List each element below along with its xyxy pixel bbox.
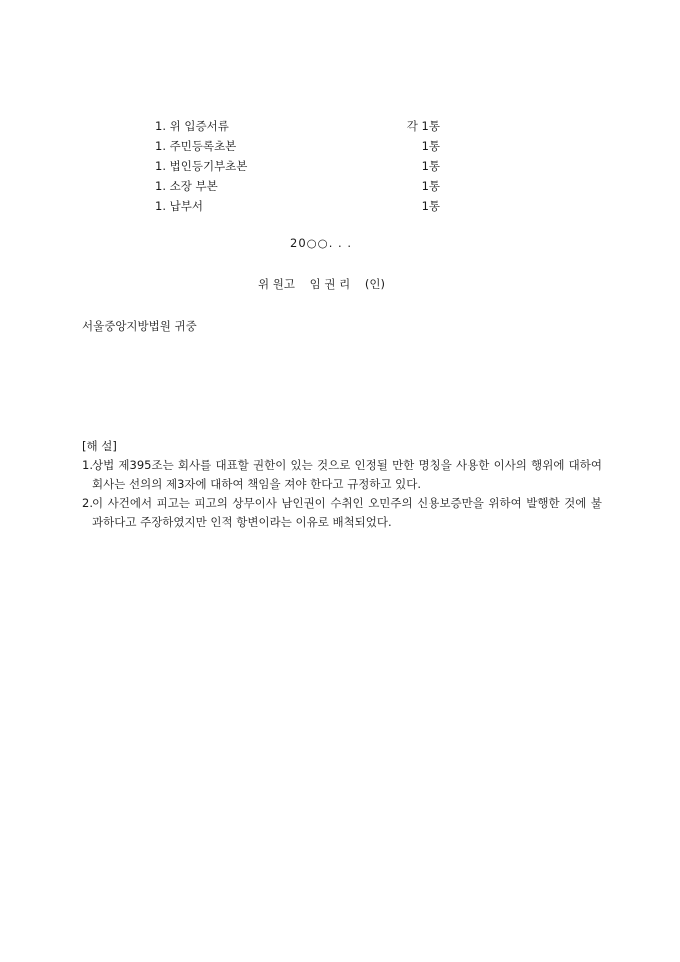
attachment-label: 1. 위 입증서류 xyxy=(155,119,229,133)
attachment-label: 1. 소장 부본 xyxy=(155,179,218,193)
commentary-text: 상법 제395조는 회사를 대표할 권한이 있는 것으로 인정될 만한 명칭을 사용한 이사의 행위에 대하여 회사는 선의의 제3자에 대하여 책임을 져야 한다고 규정하고 있다. xyxy=(92,458,602,491)
seal-mark: (인) xyxy=(364,277,385,291)
court-addressee: 서울중앙지방법원 귀중 xyxy=(82,319,197,333)
attachment-item xyxy=(155,156,440,176)
commentary-item xyxy=(82,494,602,532)
commentary-text: 이 사건에서 피고는 피고의 상무이사 남인권이 수취인 오민주의 신용보증만을 위하여 발행한 것에 불과하다고 주장하였지만 인적 항변이라는 이유로 배척되었다. xyxy=(92,496,602,529)
signature-block xyxy=(258,276,385,292)
attachment-item xyxy=(155,196,440,216)
attachment-list xyxy=(155,116,440,216)
attachment-item xyxy=(155,136,440,156)
attachment-count: 1통 xyxy=(421,159,440,173)
attachment-count: 각 1통 xyxy=(406,119,440,133)
commentary-item xyxy=(82,456,602,494)
attachment-count: 1통 xyxy=(421,139,440,153)
attachment-label: 1. 주민등록초본 xyxy=(155,139,237,153)
commentary-number: 2. xyxy=(82,496,93,510)
commentary-section xyxy=(82,436,602,532)
document-date: 20○○. . . xyxy=(290,236,352,250)
commentary-number: 1. xyxy=(82,458,93,472)
attachment-count: 1통 xyxy=(421,199,440,213)
attachment-label: 1. 법인등기부초본 xyxy=(155,159,248,173)
attachment-item xyxy=(155,116,440,136)
attachment-count: 1통 xyxy=(421,179,440,193)
attachment-item xyxy=(155,176,440,196)
commentary-heading: [해 설] xyxy=(82,439,117,453)
attachment-label: 1. 납부서 xyxy=(155,199,203,213)
signer-name: 임 권 리 xyxy=(309,277,351,291)
signer-role: 위 원고 xyxy=(258,277,295,291)
